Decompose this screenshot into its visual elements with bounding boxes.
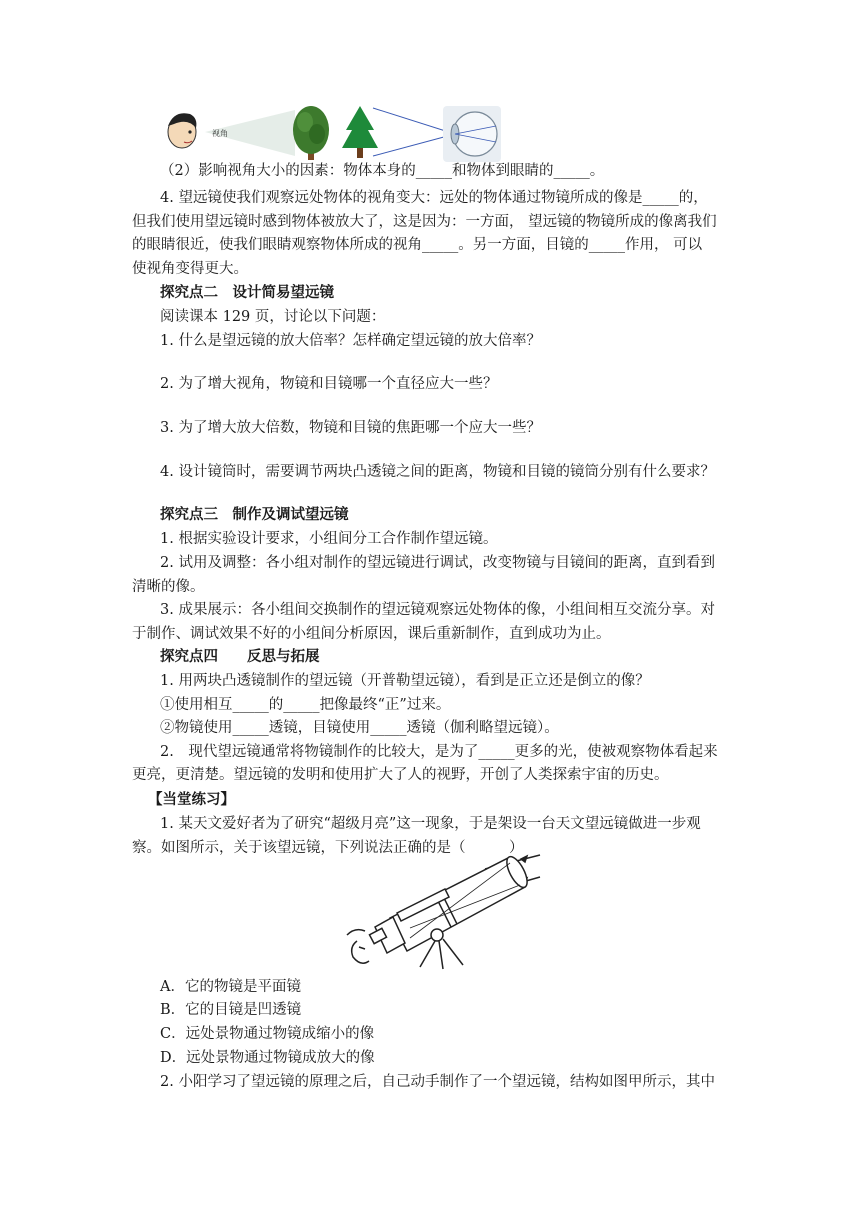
- text-line: ②物镜使用_____透镜，目镜使用_____透镜（伽利略望远镜）。: [160, 720, 559, 736]
- pine-tree-icon: [342, 106, 378, 158]
- text-line: 清晰的像。: [132, 579, 205, 595]
- text-line: 于制作、调试效果不好的小组间分析原因，课后重新制作，直到成功为止。: [132, 626, 611, 642]
- choice-a: A．它的物镜是平面镜: [160, 979, 301, 995]
- question-line: 2. 为了增大视角，物镜和目镜哪一个直径应大一些？: [160, 376, 498, 392]
- text-line: 察。如图所示，关于该望远镜，下列说法正确的是（ ）: [132, 840, 524, 856]
- question-line: 4. 设计镜筒时，需要调节两块凸透镜之间的距离，物镜和目镜的镜筒分别有什么要求？: [160, 464, 715, 480]
- text-line: 1. 某天文爱好者为了研究“超级月亮”这一现象，于是架设一台天文望远镜做进一步观: [160, 816, 701, 832]
- telescope-icon: [347, 854, 540, 969]
- text-line: 2. 现代望远镜通常将物镜制作的比较大，是为了_____更多的光，使被观察物体看起来: [160, 744, 718, 760]
- question-line: 1. 什么是望远镜的放大倍率？怎样确定望远镜的放大倍率？: [160, 333, 541, 349]
- choice-c: C．远处景物通过物镜成缩小的像: [160, 1026, 375, 1042]
- section-heading: 探究点二 设计简易望远镜: [160, 284, 334, 301]
- text-line: 4. 望远镜使我们观察远处物体的视角变大：远处的物体通过物镜所成的像是_____的，: [160, 190, 708, 206]
- practice-heading: 【当堂练习】: [148, 791, 235, 808]
- viewing-angle-label: 视角: [212, 129, 228, 138]
- ray-bottom: [373, 134, 455, 156]
- boy-head-icon: [168, 113, 196, 148]
- text-line: 2. 小阳学习了望远镜的原理之后，自己动手制作了一个望远镜，结构如图甲所示，其中: [160, 1074, 715, 1090]
- text-line: 3. 成果展示：各小组间交换制作的望远镜观察远处物体的像，小组间相互交流分享。对: [160, 602, 715, 618]
- section-heading: 探究点三 制作及调试望远镜: [160, 506, 349, 523]
- text-line: 但我们使用望远镜时感到物体被放大了，这是因为：一方面， 望远镜的物镜所成的像离我们: [132, 214, 717, 230]
- text-line: 阅读课本 129 页，讨论以下问题：: [160, 309, 386, 325]
- question-line: 3. 为了增大放大倍数，物镜和目镜的焦距哪一个应大一些？: [160, 420, 541, 436]
- text-line: （2）影响视角大小的因素：物体本身的_____和物体到眼睛的_____。: [160, 163, 605, 179]
- telescope-figure: [335, 843, 550, 971]
- section-heading: 探究点四 反思与拓展: [160, 648, 320, 665]
- tree-icon: [293, 106, 329, 160]
- text-line: 1. 用两块凸透镜制作的望远镜（开普勒望远镜），看到是正立还是倒立的像？: [160, 673, 650, 689]
- text-line: 1. 根据实验设计要求，小组间分工合作制作望远镜。: [160, 531, 498, 547]
- choice-d: D．远处景物通过物镜成放大的像: [160, 1050, 375, 1066]
- text-line: 使视角变得更大。: [132, 261, 248, 277]
- text-line: 更亮，更清楚。望远镜的发明和使用扩大了人的视野，开创了人类探索宇宙的历史。: [132, 767, 669, 783]
- text-line: 的眼睛很近，使我们眼睛观察物体所成的视角_____。另一方面，目镜的_____作用， 可以: [132, 237, 703, 253]
- choice-b: B．它的目镜是凹透镜: [160, 1002, 302, 1018]
- text-line: ①使用相互_____的_____把像最终“正”过来。: [160, 697, 451, 713]
- eye-icon: [443, 106, 501, 162]
- viewing-angle-figure: [160, 104, 510, 166]
- text-line: 2. 试用及调整：各小组对制作的望远镜进行调试，改变物镜与目镜间的距离，直到看到: [160, 555, 715, 571]
- ray-top: [373, 108, 455, 134]
